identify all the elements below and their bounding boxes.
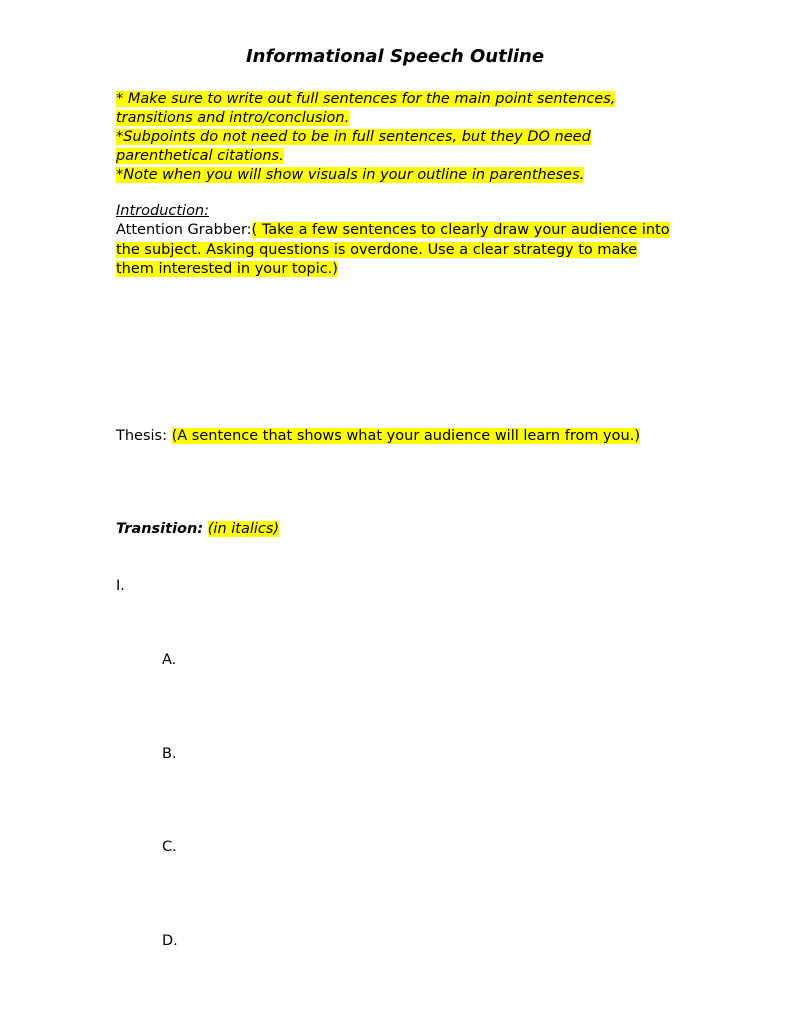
attention-grabber-label: Attention Grabber: [116,222,252,238]
thesis-text: (A sentence that shows what your audience will learn from you.) [171,428,640,444]
note-full-sentences: * Make sure to write out full sentences for the main point sentences, transitions and intro/conclusion. [116,91,616,126]
note-visuals: *Note when you will show visuals in your outline in parentheses. [116,167,585,183]
subpoint-d: D. [162,933,178,949]
note-subpoints: *Subpoints do not need to be in full sentences, but they DO need parenthetical citations. [116,129,591,164]
transition [116,520,279,539]
subpoint-c: C. [162,839,177,855]
subpoint-b: B. [162,746,177,762]
thesis [116,427,640,446]
introduction-heading: Introduction: [116,203,210,219]
main-point-i: I. [116,578,125,594]
instructions-notes [116,90,672,185]
attention-grabber [116,221,672,280]
page-title: Informational Speech Outline [245,46,545,67]
subpoint-a: A. [162,652,177,668]
transition-label: Transition: [116,521,204,537]
transition-text: (in italics) [207,521,280,537]
thesis-label: Thesis: [116,428,167,444]
attention-grabber-text: ( Take a few sentences to clearly draw your audience into the subject. Asking questions is overdone. Use a clear strategy to make them interested in your topic.) [116,222,670,277]
